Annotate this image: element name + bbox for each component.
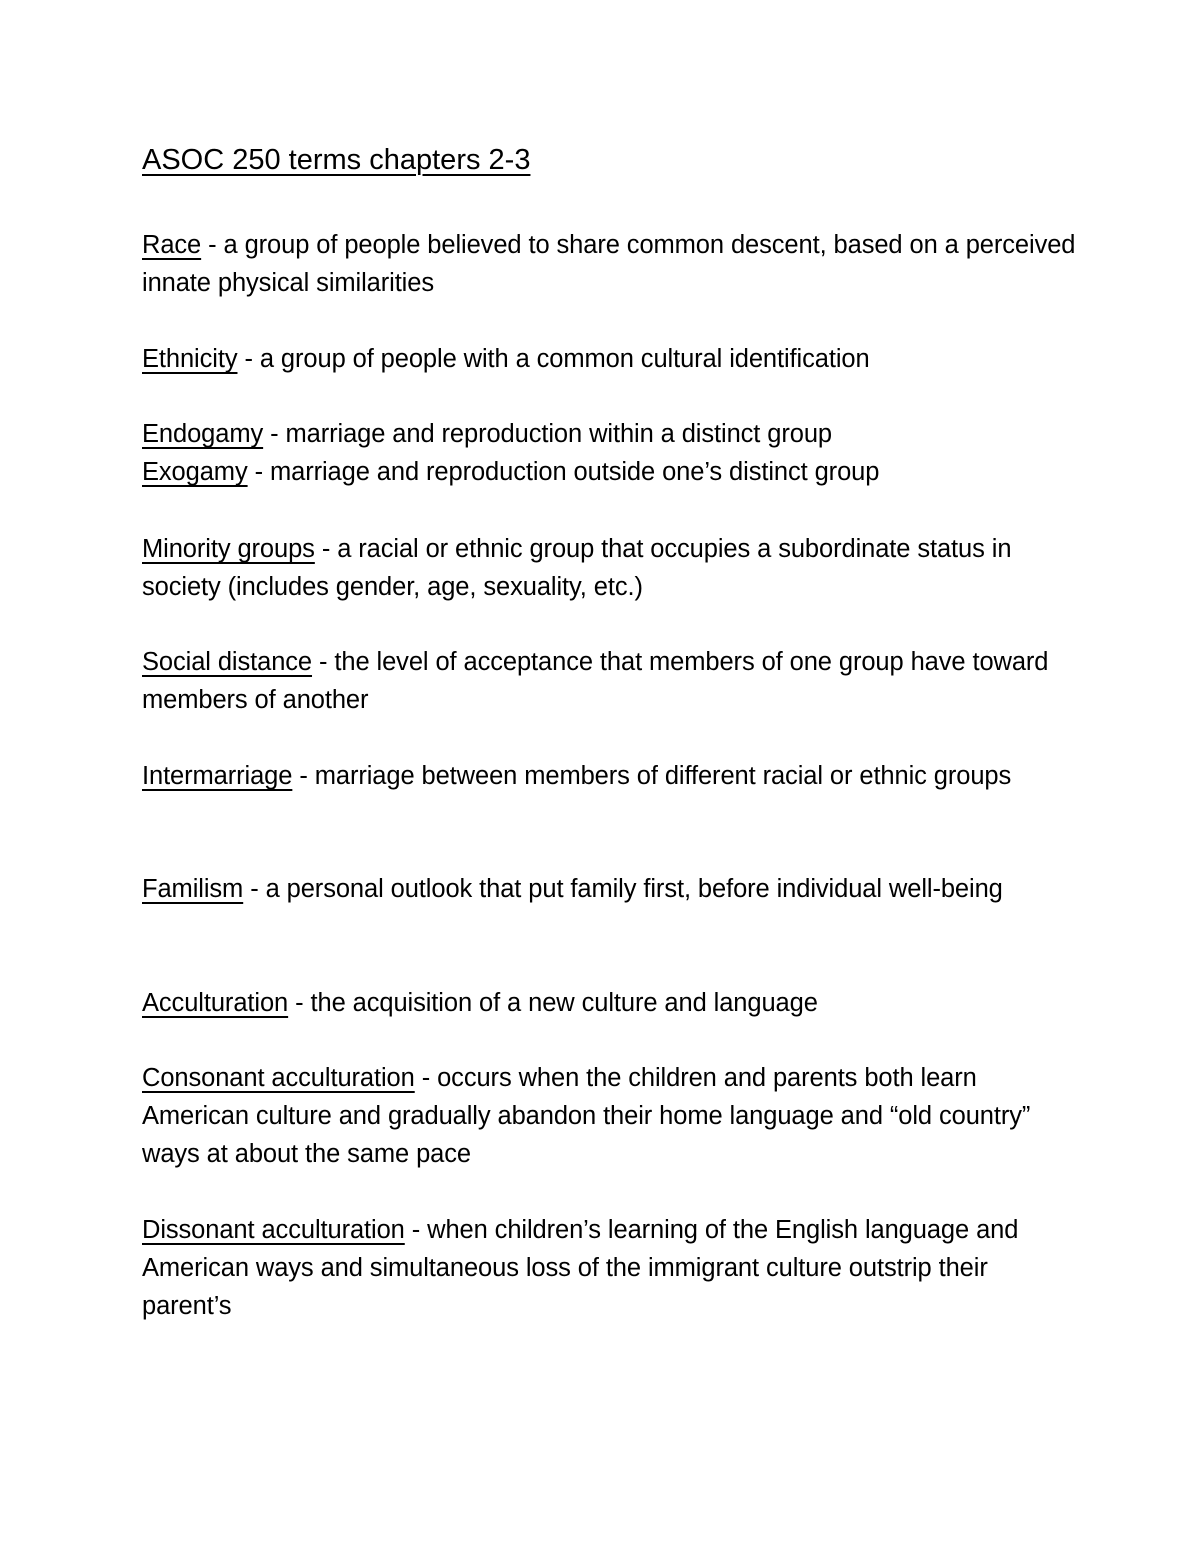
term-separator: - bbox=[247, 458, 270, 486]
term-name: Minority groups bbox=[142, 535, 315, 563]
term-name: Exogamy bbox=[142, 458, 248, 486]
term-entry-exogamy bbox=[142, 453, 1082, 491]
term-entry-intermarriage bbox=[142, 757, 1082, 795]
term-definition: occurs when the children and parents both learn American culture and gradually abandon their home language and “old country” ways at about the same pace bbox=[142, 1064, 1031, 1168]
term-entry-ethnicity bbox=[142, 340, 1082, 378]
term-separator: - bbox=[263, 420, 286, 448]
term-definition: a group of people believed to share common descent, based on a perceived innate physical similarities bbox=[142, 231, 1076, 297]
term-entry-endogamy bbox=[142, 415, 1082, 453]
term-definition: marriage and reproduction within a distinct group bbox=[285, 420, 832, 448]
document-title: ASOC 250 terms chapters 2-3 bbox=[142, 144, 531, 176]
term-entry-acculturation bbox=[142, 984, 1082, 1022]
term-name: Dissonant acculturation bbox=[142, 1216, 405, 1244]
term-name: Acculturation bbox=[142, 989, 289, 1017]
term-definition: marriage between members of different racial or ethnic groups bbox=[314, 762, 1012, 790]
term-definition: a group of people with a common cultural identification bbox=[259, 345, 870, 373]
term-definition: a personal outlook that put family first, before individual well-being bbox=[265, 875, 1003, 903]
term-entry-race bbox=[142, 226, 1082, 302]
term-definition: a racial or ethnic group that occupies a subordinate status in society (includes gender, age, sexuality, etc.) bbox=[142, 535, 1012, 601]
term-entry-consonant-acculturation bbox=[142, 1059, 1082, 1173]
term-name: Endogamy bbox=[142, 420, 264, 448]
term-separator: - bbox=[414, 1064, 438, 1092]
term-definition: when children’s learning of the English language and American ways and simultaneous loss of the immigrant culture outstrip their parent’s bbox=[142, 1216, 1019, 1320]
term-separator: - bbox=[288, 989, 311, 1017]
term-name: Social distance bbox=[142, 648, 313, 676]
term-separator: - bbox=[201, 231, 224, 259]
term-entry-minority-groups bbox=[142, 530, 1082, 606]
term-definition: marriage and reproduction outside one’s distinct group bbox=[269, 458, 880, 486]
term-separator: - bbox=[243, 875, 266, 903]
term-definition: the acquisition of a new culture and language bbox=[310, 989, 818, 1017]
term-separator: - bbox=[314, 535, 338, 563]
term-name: Intermarriage bbox=[142, 762, 293, 790]
term-entry-social-distance bbox=[142, 643, 1082, 719]
term-entry-familism bbox=[142, 870, 1082, 908]
term-separator: - bbox=[312, 648, 335, 676]
term-name: Ethnicity bbox=[142, 345, 238, 373]
term-definition: the level of acceptance that members of one group have toward members of another bbox=[142, 648, 1049, 714]
term-name: Consonant acculturation bbox=[142, 1064, 415, 1092]
term-name: Race bbox=[142, 231, 202, 259]
term-separator: - bbox=[237, 345, 260, 373]
term-entry-dissonant-acculturation bbox=[142, 1211, 1082, 1325]
term-separator: - bbox=[404, 1216, 428, 1244]
term-name: Familism bbox=[142, 875, 244, 903]
term-separator: - bbox=[292, 762, 315, 790]
